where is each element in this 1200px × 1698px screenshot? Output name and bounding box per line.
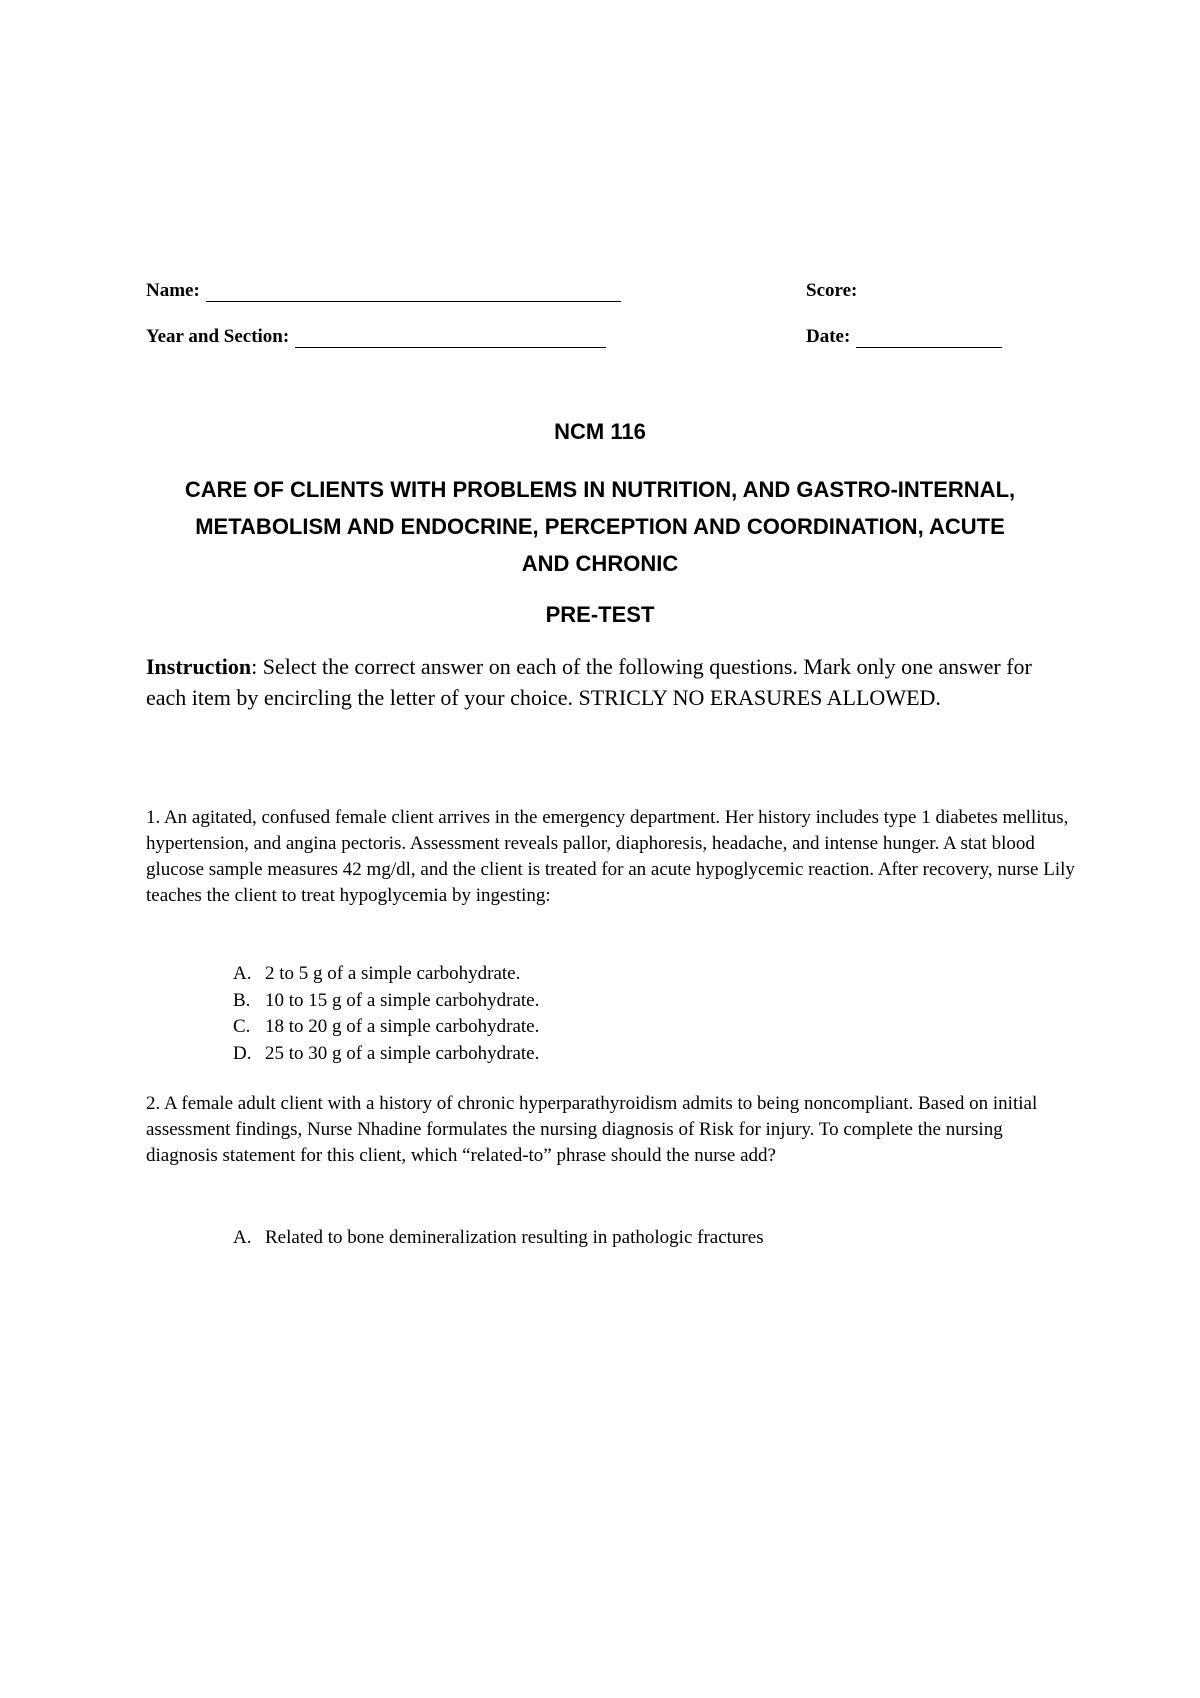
choice-text: 25 to 30 g of a simple carbohydrate.: [265, 1042, 540, 1064]
choice-item[interactable]: [233, 988, 539, 1015]
test-type-heading: PRE-TEST: [545, 602, 655, 627]
instruction-block: [146, 651, 1046, 713]
question-1-text: 1. An agitated, confused female client arrives in the emergency department. Her history includes type 1 diabetes mellitus, hypertension, and angina pectoris. Assessment reveals pallor, diaphoresis, headache, and intense hunger. A stat blood glucose sample measures 42 mg/dl, and the client is treated for an acute hypoglycemic reaction. After recovery, nurse Lily teaches the client to treat hypoglycemia by ingesting:: [146, 807, 1075, 906]
question-1-choices: [233, 961, 539, 1067]
choice-letter: D.: [233, 1042, 252, 1064]
name-label: Name:: [146, 280, 200, 301]
instruction-text: : Select the correct answer on each of the following questions. Mark only one answer for each item by encircling the letter of your choice. STRICLY NO ERASURES ALLOWED.: [146, 654, 1032, 710]
course-code: NCM 116: [554, 419, 646, 444]
course-title-line: AND CHRONIC: [521, 551, 679, 576]
choice-letter: B.: [233, 989, 251, 1011]
score-label: Score:: [806, 280, 858, 301]
choice-item[interactable]: [233, 1041, 539, 1068]
choice-text: Related to bone demineralization resulting in pathologic fractures: [265, 1227, 764, 1248]
question-2-text: 2. A female adult client with a history of chronic hyperparathyroidism admits to being noncompliant. Based on initial assessment findings, Nurse Nhadine formulates the nursing diagnosis of Risk for injury. To complete the nursing diagnosis statement for this client, which “related-to” phrase should the nurse add?: [146, 1093, 1038, 1166]
year-section-field: [146, 326, 606, 348]
course-title-line: METABOLISM AND ENDOCRINE, PERCEPTION AND COORDINATION, ACUTE: [195, 514, 1005, 539]
choice-text: 18 to 20 g of a simple carbohydrate.: [265, 1016, 540, 1037]
question-2-choices: [233, 1225, 764, 1252]
name-field: [146, 280, 621, 302]
course-title-line: CARE OF CLIENTS WITH PROBLEMS IN NUTRITION, AND GASTRO-INTERNAL,: [184, 477, 1016, 502]
choice-letter: A.: [233, 1227, 252, 1248]
date-label: Date:: [806, 326, 851, 347]
date-blank-line[interactable]: [856, 329, 1002, 348]
instruction-label: Instruction: [146, 654, 252, 679]
choice-text: 10 to 15 g of a simple carbohydrate.: [265, 989, 540, 1011]
choice-letter: C.: [233, 1016, 251, 1037]
date-field: [806, 326, 1002, 348]
choice-item[interactable]: [233, 961, 539, 988]
year-section-label: Year and Section:: [146, 326, 290, 347]
choice-item[interactable]: [233, 1225, 764, 1252]
year-section-blank-line[interactable]: [295, 329, 606, 348]
choice-item[interactable]: [233, 1014, 539, 1041]
choice-letter: A.: [233, 963, 252, 984]
choice-text: 2 to 5 g of a simple carbohydrate.: [265, 963, 521, 984]
name-blank-line[interactable]: [206, 283, 621, 302]
course-title: [150, 471, 1050, 582]
score-field: [806, 280, 857, 302]
